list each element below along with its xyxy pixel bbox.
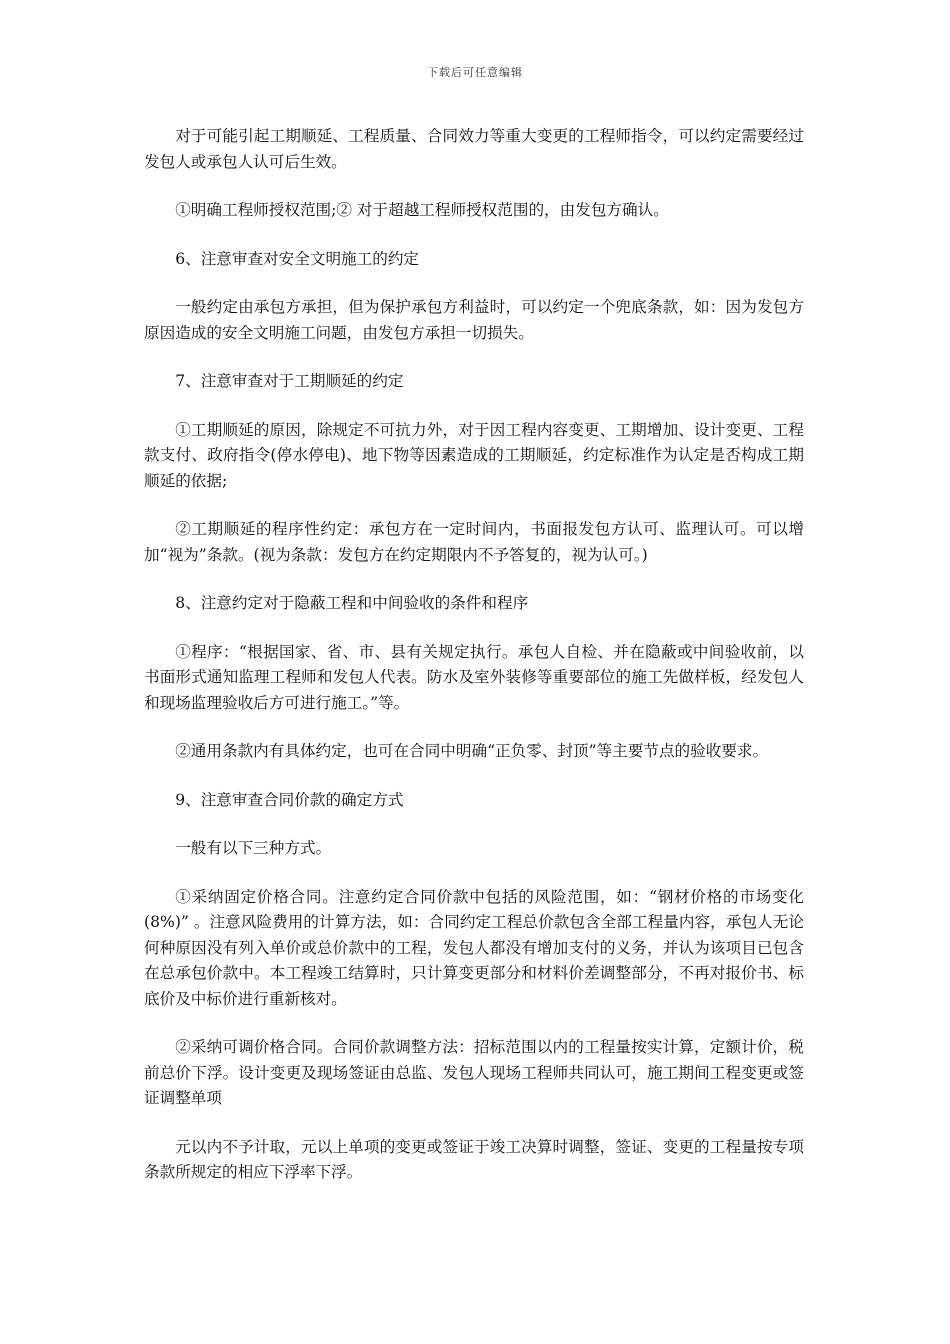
document-body: [144, 124, 804, 1209]
paragraph-inspection-procedure: ①程序：“根据国家、省、市、县有关规定执行。承包人自检、并在隐蔽或中间验收前，以书面形式通知监理工程师和发包人代表。防水及室外装修等重要部位的施工先做样板，经发包人和现场监理验收后方可进行施工。”等。: [144, 642, 804, 712]
section-heading-7: 7、注意审查对于工期顺延的约定: [175, 372, 404, 390]
paragraph-general-terms: ②通用条款内有具体约定，也可在合同中明确“正负零、封顶”等主要节点的验收要求。: [175, 742, 769, 760]
paragraph-engineer-instruction: 对于可能引起工期顺延、工程质量、合同效力等重大变更的工程师指令，可以约定需要经过发包人或承包人认可后生效。: [144, 127, 804, 171]
paragraph-adjustable-price: ②采纳可调价格合同。合同价款调整方法：招标范围以内的工程量按实计算，定额计价，税前总价下浮。设计变更及现场签证由总监、发包人现场工程师共同认可，施工期间工程变更或签证调整单项: [144, 1038, 804, 1107]
paragraph-delay-procedure: ②工期顺延的程序性约定：承包方在一定时间内，书面报发包方认可、监理认可。可以增加“视为”条款。(视为条款：发包方在约定期限内不予答复的，视为认可。): [144, 520, 804, 564]
paragraph-price-threshold: 元以内不予计取，元以上单项的变更或签证于竣工决算时调整，签证、变更的工程量按专项条款所规定的相应下浮率下浮。: [144, 1137, 804, 1181]
section-heading-8: 8、注意约定对于隐蔽工程和中间验收的条件和程序: [175, 594, 529, 612]
paragraph-safety-civilized: 一般约定由承包方承担，但为保护承包方利益时，可以约定一个兜底条款，如：因为发包方原因造成的安全文明施工问题，由发包方承担一切损失。: [144, 298, 804, 342]
section-heading-6: 6、注意审查对安全文明施工的约定: [175, 249, 420, 268]
paragraph-three-methods: 一般有以下三种方式。: [175, 839, 332, 857]
section-heading-9: 9、注意审查合同价款的确定方式: [175, 790, 404, 809]
paragraph-delay-causes: ①工期顺延的原因，除规定不可抗力外，对于因工程内容变更、工期增加、设计变更、工程款支付、政府指令(停水停电)、地下物等因素造成的工期顺延，约定标准作为认定是否构成工期顺延的依据;: [144, 420, 804, 490]
page-header-note: 下载后可任意编辑: [427, 66, 523, 79]
paragraph-fixed-price: ①采纳固定价格合同。注意约定合同价款中包括的风险范围，如：“钢材价格的市场变化(8%)” 。注意风险费用的计算方法，如：合同约定工程总价款包含全部工程量内容，承包人无论何种原因没有列入单价或总价款中的工程，发包人都没有增加支付的义务，并认为该项目已包含在总承包价款中。本工程竣工结算时，只计算变更部分和材料价差调整部分，不再对报价书、标底价及中标价进行重新核对。: [144, 887, 804, 1008]
paragraph-authorization-scope: ①明确工程师授权范围;② 对于超越工程师授权范围的，由发包方确认。: [175, 201, 669, 219]
